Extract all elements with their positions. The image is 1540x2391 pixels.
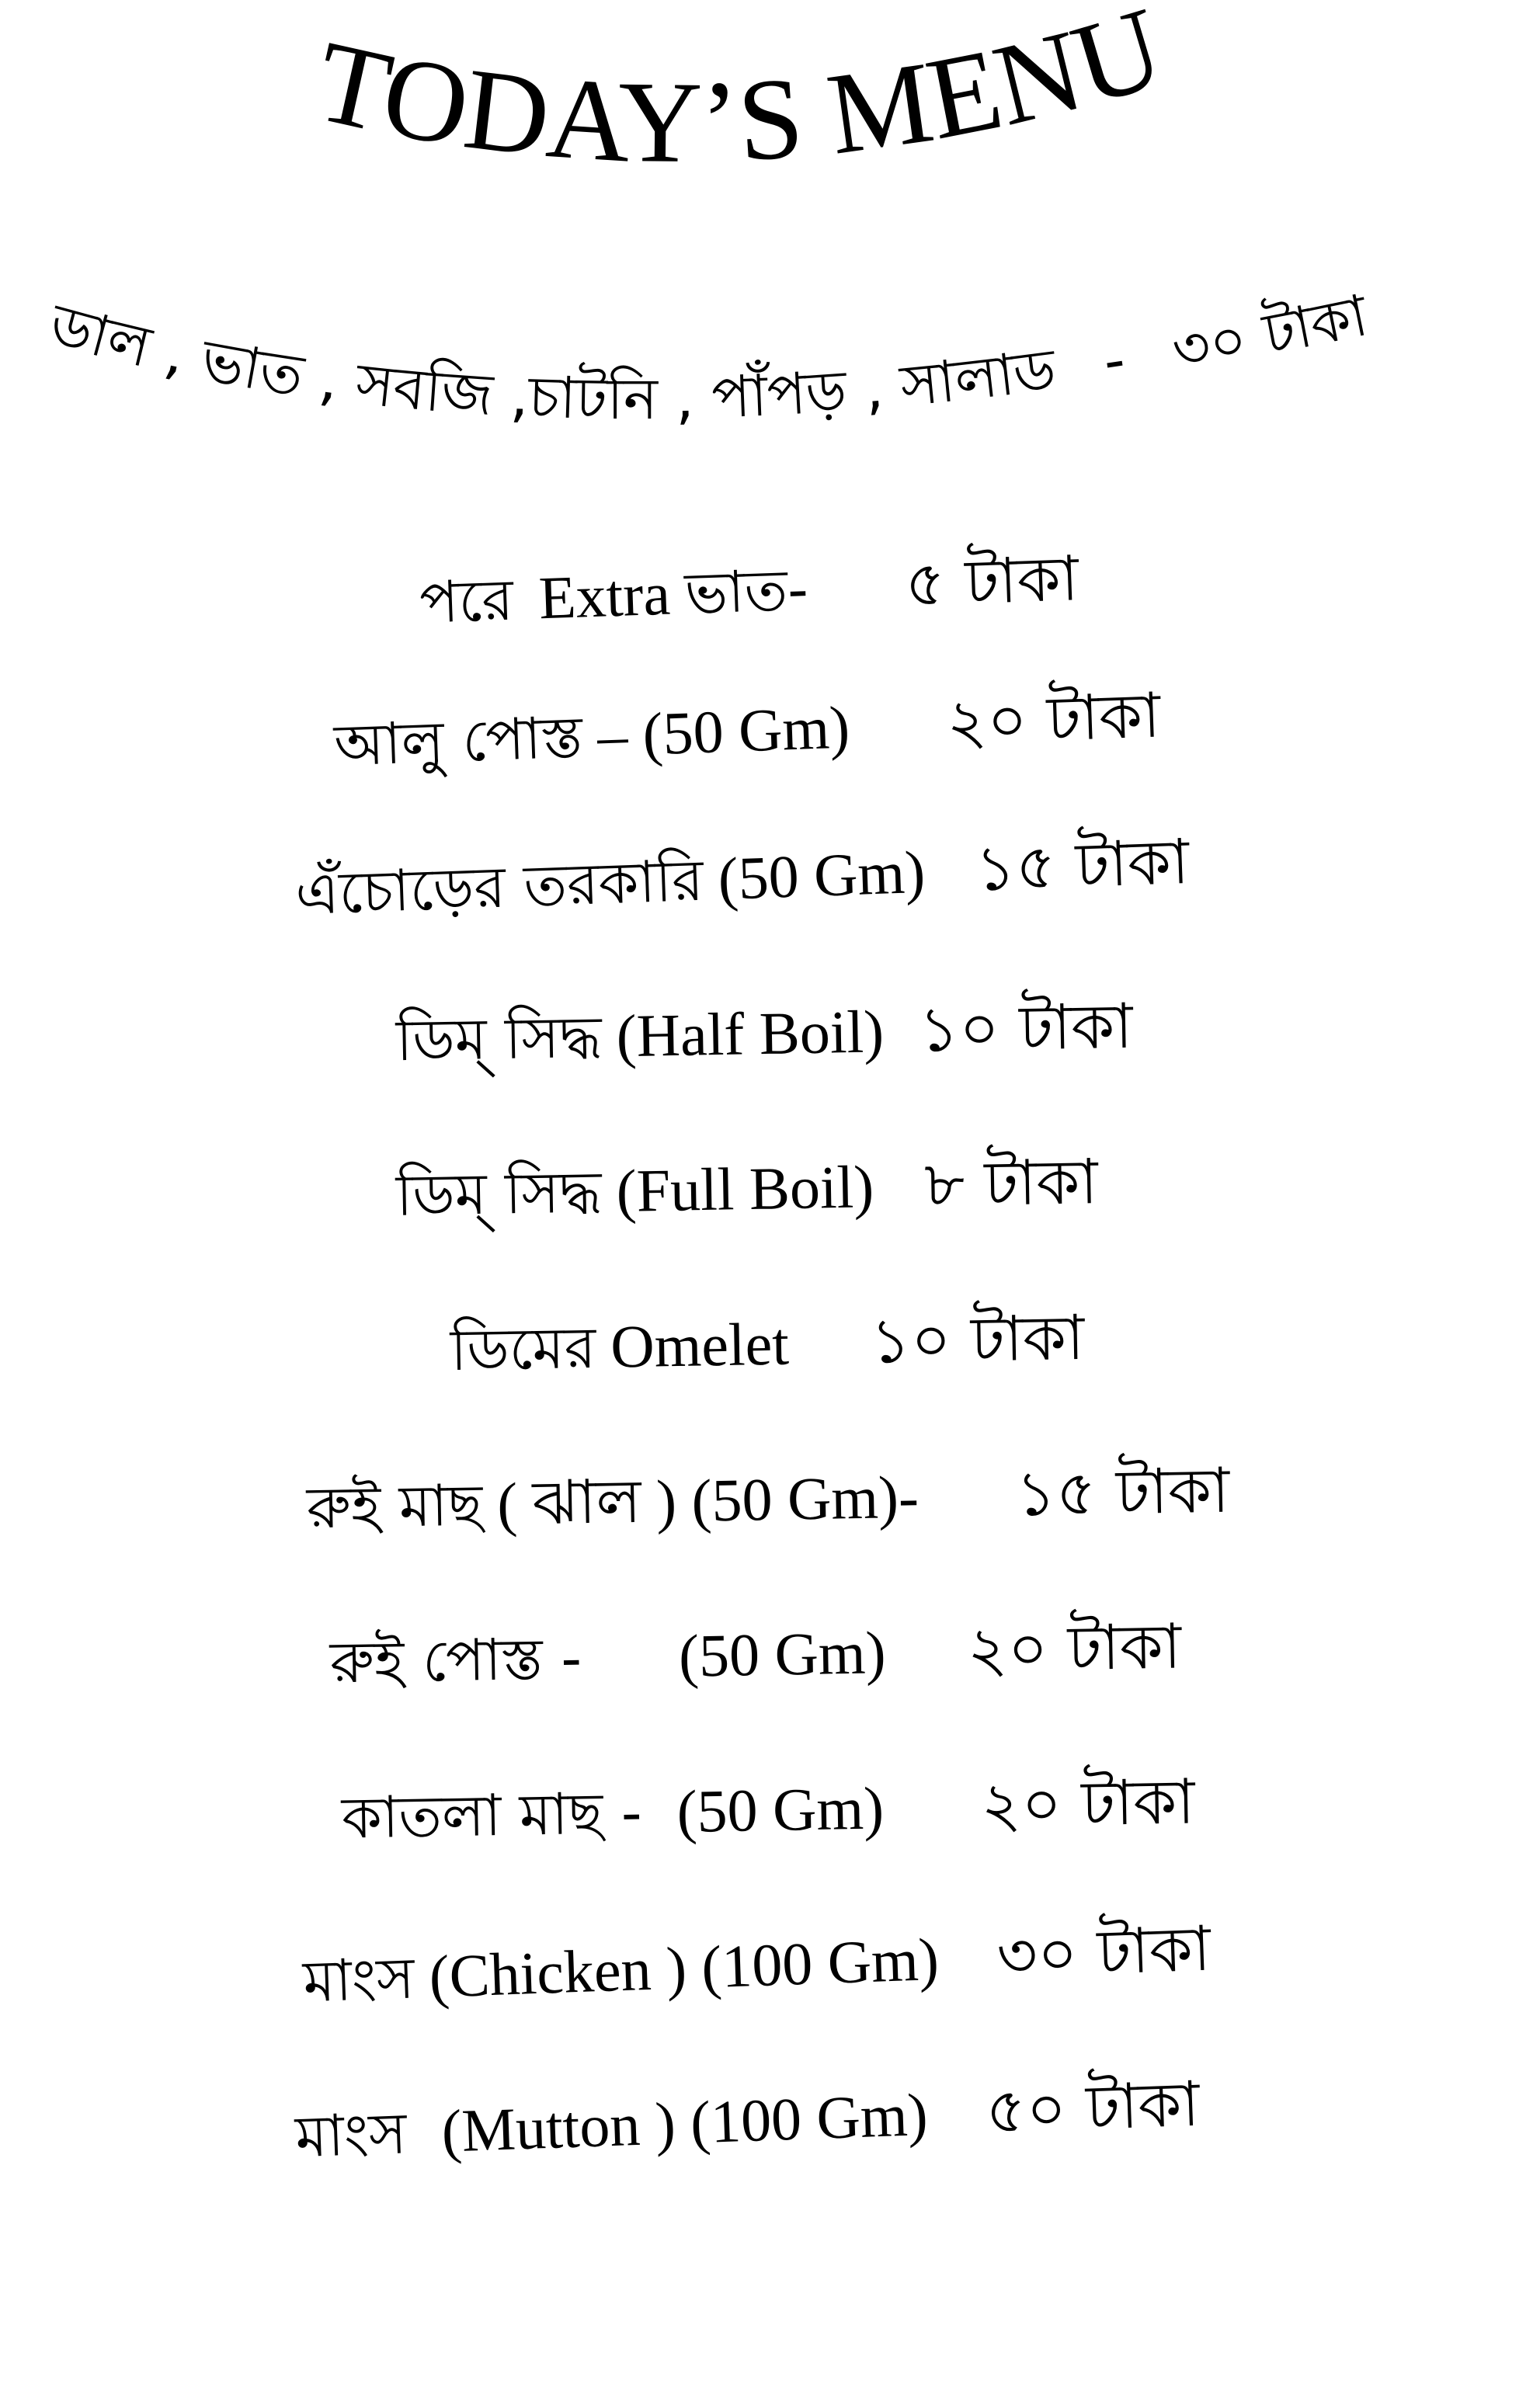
combo-row-svg bbox=[43, 280, 1507, 497]
item-detail: (Half Boil) bbox=[615, 997, 885, 1070]
menu-title-text bbox=[305, 0, 1177, 187]
menu-row-chicken bbox=[301, 1912, 1212, 2016]
item-detail: (Full Boil) bbox=[615, 1152, 874, 1225]
item-detail: (50 Gm) bbox=[678, 1618, 887, 1690]
combo-price: ৩০ টাকা bbox=[1167, 282, 1374, 384]
item-detail: Extra bbox=[537, 559, 672, 632]
menu-row-mutton bbox=[294, 2067, 1201, 2171]
menu-row-omelet bbox=[450, 1301, 1086, 1385]
item-detail: Omelet bbox=[610, 1309, 790, 1381]
item-name: ডিমের bbox=[450, 1314, 596, 1385]
menu-title bbox=[303, 0, 1274, 202]
item-name: কাতলা মাছ - bbox=[341, 1779, 643, 1852]
item-detail: (50 Gm) bbox=[717, 837, 926, 913]
menu-row-alu-posto bbox=[332, 679, 1162, 780]
item-name: ডিম্ সিদ্ধ bbox=[395, 1159, 603, 1229]
menu-title-svg bbox=[303, 0, 1274, 202]
item-name: মাংস bbox=[301, 1944, 416, 2016]
item-name: রুই মাছ bbox=[306, 1472, 484, 1542]
item-price: ১৫ টাকা bbox=[1015, 1454, 1230, 1531]
combo-row-text bbox=[42, 282, 1375, 433]
item-detail: (Mutton ) (100 Gm) bbox=[440, 2080, 929, 2165]
item-detail: (50 Gm) bbox=[676, 1774, 885, 1846]
item-price: ৫ টাকা bbox=[903, 542, 1080, 620]
item-detail: ( ঝাল ) (50 Gm)- bbox=[496, 1462, 919, 1538]
combo-items: ডাল , ভাত , সবজি ,চাটনি , পাঁপড় , সালাড bbox=[43, 290, 1060, 433]
item-name: এঁচোড়ের তরকারি bbox=[294, 846, 705, 929]
menu-row-katla bbox=[341, 1765, 1196, 1852]
item-price: ১০ টাকা bbox=[918, 989, 1134, 1066]
menu-row-egg-full-boil bbox=[395, 1145, 1099, 1229]
item-name: পরে bbox=[418, 566, 515, 637]
item-name: রুই পোস্ত - bbox=[329, 1625, 582, 1697]
menu-row-egg-half-boil bbox=[395, 989, 1134, 1075]
item-price: ৮ টাকা bbox=[923, 1145, 1099, 1222]
item-price: ৩০ টাকা bbox=[995, 1912, 1212, 1993]
item-detail: – (50 Gm) bbox=[596, 693, 851, 770]
item-detail: (Chicken ) (100 Gm) bbox=[428, 1924, 940, 2010]
item-name: আলু পোস্ত bbox=[332, 704, 584, 780]
item-price: ২০ টাকা bbox=[945, 679, 1162, 759]
item-price: ২০ টাকা bbox=[966, 1610, 1182, 1687]
item-name: মাংস bbox=[294, 2100, 408, 2171]
combo-dash: - bbox=[1099, 325, 1130, 395]
item-name-secondary: ভাত- bbox=[683, 556, 810, 627]
item-price: ৫০ টাকা bbox=[984, 2067, 1201, 2148]
item-price: ২০ টাকা bbox=[980, 1765, 1196, 1842]
combo-row bbox=[43, 280, 1507, 497]
item-price: ১০ টাকা bbox=[870, 1301, 1086, 1378]
item-price: ১৫ টাকা bbox=[974, 825, 1191, 905]
menu-row-rui-posto bbox=[329, 1610, 1182, 1697]
item-name: ডিম্ সিদ্ধ bbox=[395, 1003, 603, 1075]
menu-title-path-text: TODAY’S MENU bbox=[304, 0, 1177, 188]
menu-row-rui-jhal bbox=[306, 1454, 1230, 1542]
menu-row-enchor bbox=[294, 825, 1191, 929]
menu-row-extra-rice bbox=[418, 542, 1080, 637]
